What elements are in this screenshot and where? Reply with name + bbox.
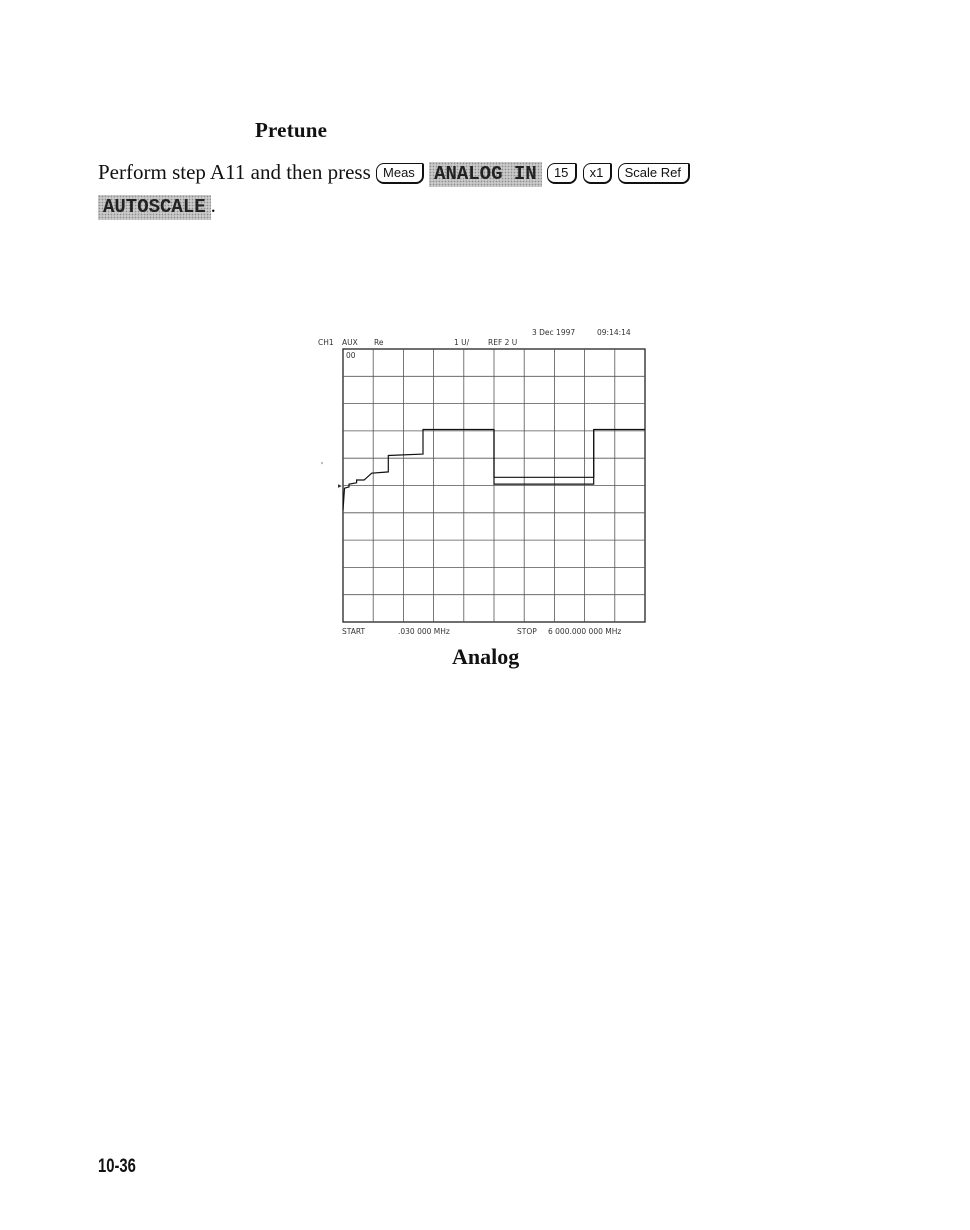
- autoscale-softkey[interactable]: AUTOSCALE: [98, 195, 211, 220]
- screen-scale: 1 U/: [454, 338, 470, 347]
- start-label: START: [342, 627, 366, 636]
- section-heading: Pretune: [255, 118, 328, 142]
- screen-channel: CH1: [318, 338, 334, 347]
- screen-date: 3 Dec 1997: [532, 328, 576, 337]
- trace-tag: 00: [346, 351, 356, 360]
- figure-caption: Analog: [452, 644, 520, 669]
- reference-arrow-marker: ': [321, 461, 324, 470]
- screen-measurement: AUX: [342, 338, 358, 347]
- analog-in-softkey[interactable]: ANALOG IN: [429, 162, 542, 187]
- screen-reference: REF 2 U: [488, 338, 518, 347]
- screen-time: 09:14:14: [597, 328, 631, 337]
- reference-line-marker: ▸: [338, 481, 342, 490]
- end-punctuation: .: [210, 193, 216, 217]
- start-value: .030 000 MHz: [398, 627, 450, 636]
- meas-key[interactable]: Meas: [376, 163, 424, 184]
- stop-label: STOP: [517, 627, 537, 636]
- x1-key[interactable]: x1: [583, 163, 613, 184]
- stop-value: 6 000.000 000 MHz: [548, 627, 622, 636]
- value-15-key[interactable]: 15: [547, 163, 577, 184]
- page-number: 10-36: [98, 1156, 136, 1177]
- screen-format: Re: [374, 338, 384, 347]
- trace-line-2: [494, 430, 594, 478]
- instruction-lead-text: Perform step A11 and then press: [98, 160, 371, 184]
- plot-grid: [343, 349, 645, 622]
- scale-ref-key[interactable]: Scale Ref: [618, 163, 690, 184]
